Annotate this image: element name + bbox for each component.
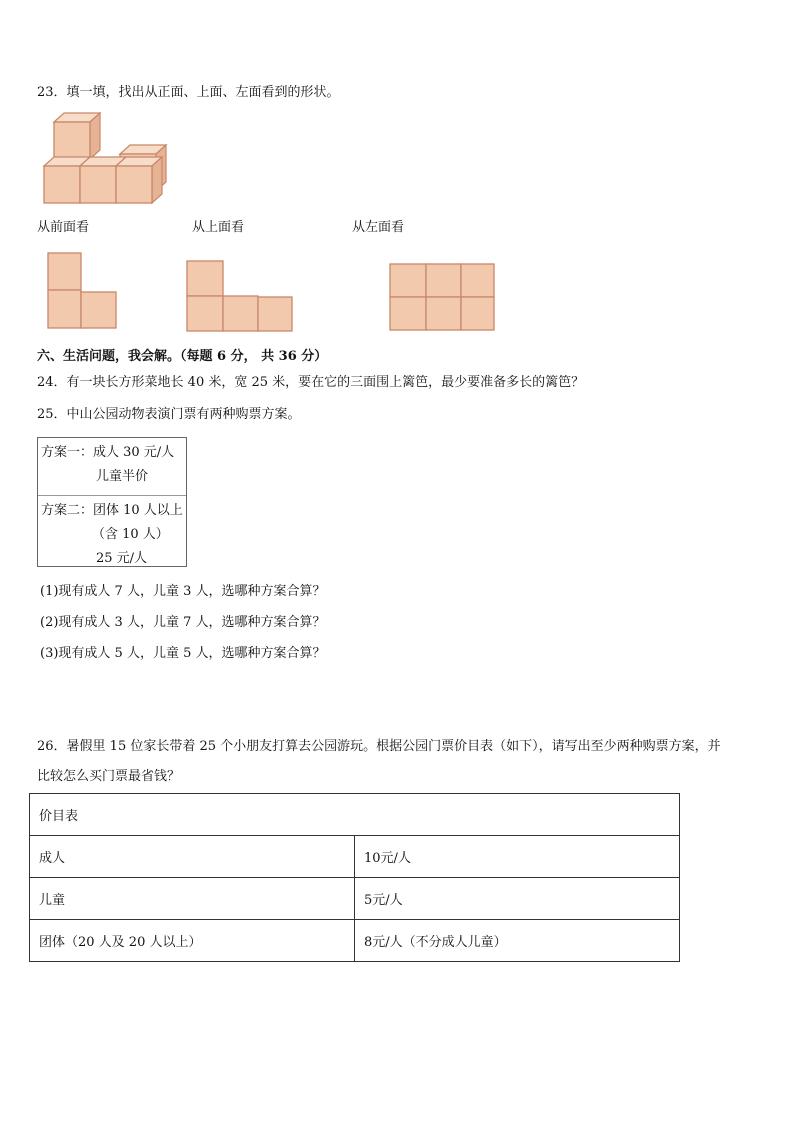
top-view-shape	[186, 260, 296, 334]
table-row	[30, 836, 680, 878]
table-row	[30, 878, 680, 920]
plan2-line3: 25 元/人	[96, 551, 148, 566]
table-cell-price: 10元/人	[355, 836, 680, 878]
price-table	[29, 793, 680, 962]
q25-sub2: (2)现有成人 3 人，儿童 7 人，选哪种方案合算？	[40, 615, 326, 630]
section-heading: 六、生活问题，我会解。（每题 6 分， 共 36 分）	[37, 349, 328, 364]
front-view-shape	[47, 252, 119, 332]
ticket-plan-box	[37, 437, 187, 567]
q26-line1: 26．暑假里 15 位家长带着 25 个小朋友打算去公园游玩。根据公园门票价目表（如下），请写出至少两种购票方案，并	[37, 739, 721, 754]
q25-text: 25．中山公园动物表演门票有两种购票方案。	[37, 407, 301, 422]
table-cell-label: 团体（20 人及 20 人以上）	[30, 920, 355, 962]
front-view-label: 从前面看	[37, 220, 90, 235]
left-view-label: 从左面看	[352, 220, 405, 235]
table-cell-label: 成人	[30, 836, 355, 878]
table-cell-price: 8元/人（不分成人儿童）	[355, 920, 680, 962]
left-view-shape	[389, 263, 497, 333]
table-title-row	[30, 794, 680, 836]
table-row	[30, 920, 680, 962]
table-title: 价目表	[30, 794, 680, 836]
plan2-line2: （含 10 人）	[92, 527, 169, 542]
plan-divider	[38, 495, 186, 496]
table-cell-price: 5元/人	[355, 878, 680, 920]
top-view-label: 从上面看	[192, 220, 245, 235]
cube-stack-illustration	[40, 110, 175, 205]
q25-sub3: (3)现有成人 5 人，儿童 5 人，选哪种方案合算？	[40, 646, 326, 661]
table-cell-label: 儿童	[30, 878, 355, 920]
q23-text: 23．填一填，找出从正面、上面、左面看到的形状。	[37, 85, 340, 100]
q26-line2: 比较怎么买门票最省钱？	[37, 769, 181, 784]
q24-text: 24．有一块长方形菜地长 40 米，宽 25 米，要在它的三面围上篱笆，最少要准备多长的篱笆？	[37, 375, 585, 390]
q25-sub1: (1)现有成人 7 人，儿童 3 人，选哪种方案合算？	[40, 584, 326, 599]
plan1-line2: 儿童半价	[96, 469, 149, 484]
plan1-line1: 方案一：成人 30 元/人	[41, 445, 175, 460]
plan2-line1: 方案二：团体 10 人以上	[41, 503, 183, 518]
